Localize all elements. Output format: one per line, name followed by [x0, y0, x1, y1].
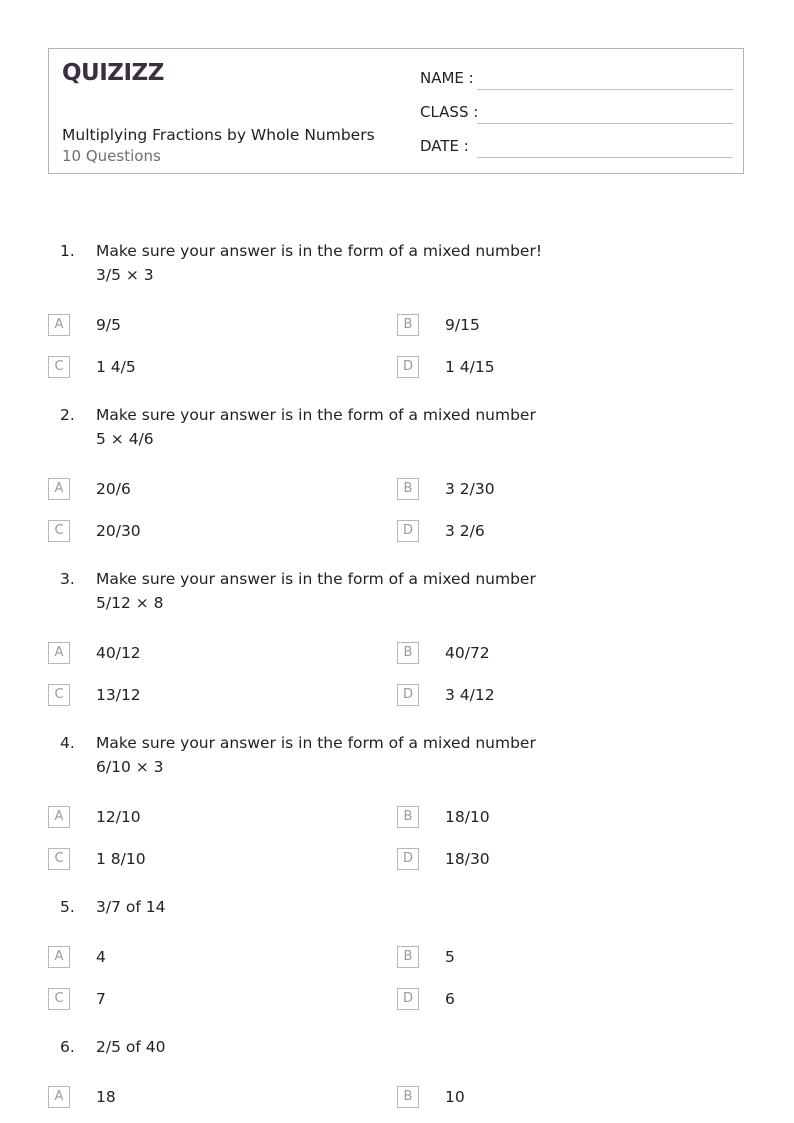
option-c-box[interactable]: C [48, 988, 70, 1010]
option-d-value: 3 4/12 [445, 686, 495, 704]
question-count: 10 Questions [62, 147, 161, 165]
question-expression: 6/10 × 3 [96, 758, 164, 776]
option-c-value: 13/12 [96, 686, 141, 704]
question-number: 4. [60, 734, 75, 752]
option-b-box[interactable]: B [397, 314, 419, 336]
question-text: Make sure your answer is in the form of a mixed number [96, 406, 536, 424]
option-a-value: 20/6 [96, 480, 131, 498]
question-number: 6. [60, 1038, 75, 1056]
option-c-box[interactable]: C [48, 356, 70, 378]
option-d-value: 6 [445, 990, 455, 1008]
option-a-value: 40/12 [96, 644, 141, 662]
date-field[interactable] [420, 134, 733, 158]
option-c-value: 20/30 [96, 522, 141, 540]
worksheet-header [48, 48, 744, 174]
option-b-value: 18/10 [445, 808, 490, 826]
option-a-box[interactable]: A [48, 806, 70, 828]
name-field[interactable] [420, 66, 733, 90]
option-b-box[interactable]: B [397, 806, 419, 828]
option-d-box[interactable]: D [397, 520, 419, 542]
option-a-value: 9/5 [96, 316, 121, 334]
question-number: 5. [60, 898, 75, 916]
option-d-value: 1 4/15 [445, 358, 495, 376]
question-number: 1. [60, 242, 75, 260]
question-text: Make sure your answer is in the form of a mixed number! [96, 242, 543, 260]
option-c-box[interactable]: C [48, 520, 70, 542]
option-c-box[interactable]: C [48, 684, 70, 706]
date-line[interactable] [477, 157, 733, 158]
question-text: 3/7 of 14 [96, 898, 166, 916]
class-field[interactable] [420, 100, 733, 124]
question-number: 3. [60, 570, 75, 588]
option-c-value: 7 [96, 990, 106, 1008]
name-label: NAME : [420, 69, 474, 87]
option-d-box[interactable]: D [397, 988, 419, 1010]
option-c-box[interactable]: C [48, 848, 70, 870]
option-a-box[interactable]: A [48, 642, 70, 664]
question-text: Make sure your answer is in the form of a mixed number [96, 734, 536, 752]
option-b-value: 40/72 [445, 644, 490, 662]
question-text: Make sure your answer is in the form of a mixed number [96, 570, 536, 588]
option-a-value: 4 [96, 948, 106, 966]
option-a-box[interactable]: A [48, 946, 70, 968]
question-number: 2. [60, 406, 75, 424]
name-line[interactable] [477, 89, 733, 90]
option-c-value: 1 4/5 [96, 358, 136, 376]
option-d-box[interactable]: D [397, 356, 419, 378]
option-d-box[interactable]: D [397, 848, 419, 870]
option-a-box[interactable]: A [48, 314, 70, 336]
option-a-box[interactable]: A [48, 478, 70, 500]
class-line[interactable] [477, 123, 733, 124]
question-expression: 3/5 × 3 [96, 266, 154, 284]
question-expression: 5 × 4/6 [96, 430, 154, 448]
option-b-value: 10 [445, 1088, 465, 1106]
option-a-value: 12/10 [96, 808, 141, 826]
option-c-value: 1 8/10 [96, 850, 146, 868]
option-b-box[interactable]: B [397, 642, 419, 664]
quizizz-logo: QUIZIZZ [62, 60, 164, 86]
date-label: DATE : [420, 137, 469, 155]
option-b-value: 3 2/30 [445, 480, 495, 498]
option-b-box[interactable]: B [397, 1086, 419, 1108]
class-label: CLASS : [420, 103, 479, 121]
worksheet-title: Multiplying Fractions by Whole Numbers [62, 126, 375, 144]
option-b-value: 5 [445, 948, 455, 966]
option-d-box[interactable]: D [397, 684, 419, 706]
option-d-value: 18/30 [445, 850, 490, 868]
option-a-value: 18 [96, 1088, 116, 1106]
question-text: 2/5 of 40 [96, 1038, 166, 1056]
option-b-box[interactable]: B [397, 946, 419, 968]
option-b-value: 9/15 [445, 316, 480, 334]
option-a-box[interactable]: A [48, 1086, 70, 1108]
option-d-value: 3 2/6 [445, 522, 485, 540]
question-expression: 5/12 × 8 [96, 594, 164, 612]
option-b-box[interactable]: B [397, 478, 419, 500]
